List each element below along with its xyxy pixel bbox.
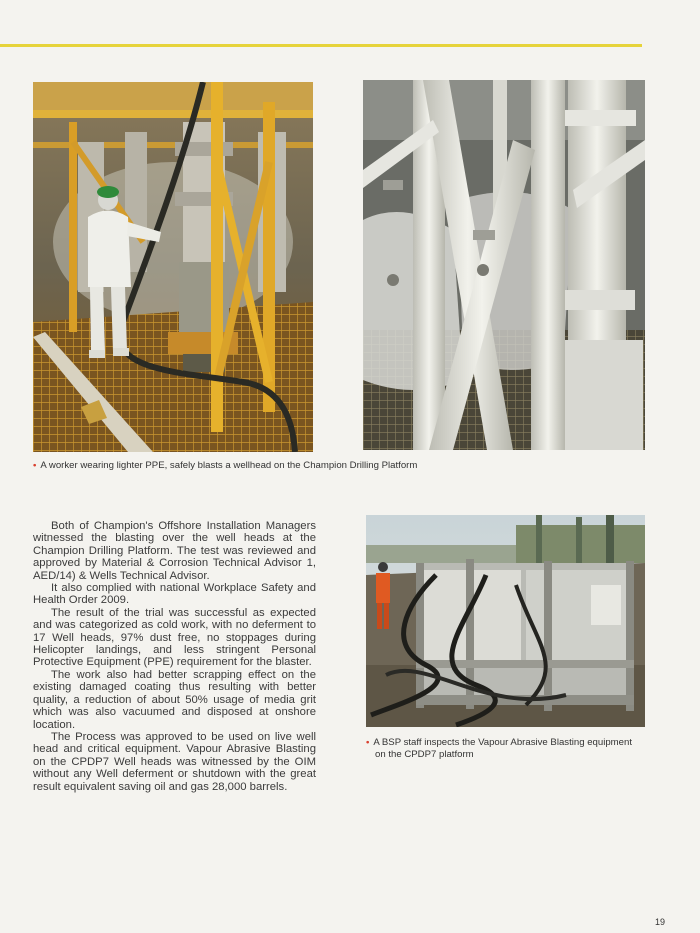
article-paragraph: The result of the trial was successful as expected and was categorized as cold work, with no deferment to 17 Well heads, 97% dust free, no stoppages during Helicopter landings, and less stringent Personal Protective Equipment (PPE) requirement for the blaster. [33,606,316,669]
article-body [33,520,316,793]
caption-right-line-2: on the CPDP7 platform [375,749,474,760]
photo-blasting-worker [33,82,313,452]
article-paragraph: It also complied with national Workplace Safety and Health Order 2009. [33,582,316,607]
caption-top [33,460,653,472]
caption-top-text: A worker wearing lighter PPE, safely blasts a wellhead on the Champion Drilling Platform [40,460,418,471]
photo-vapour-equipment [366,515,645,727]
wrapped-wellheads-illustration [363,80,645,450]
blasting-worker-illustration [33,82,313,452]
caption-right [366,737,666,761]
page-number: 19 [655,917,666,927]
article-paragraph: The work also had better scrapping effect on the existing damaged coating thus resulting with better quality, a reduction of about 50% usage of media grit which was also vacuumed and disposed at onshore location. [33,668,316,731]
caption-bullet: • [366,737,370,748]
caption-right-line-1: • A BSP staff inspects the Vapour Abrasive Blasting equipment [366,737,633,748]
article-paragraph: The Process was approved to be used on live well head and critical equipment. Vapour Abrasive Blasting on the CPDP7 Well heads was witnessed by the OIM without any Well deferment or shutdown with the great result equivalent saving oil and gas 28,000 barrels. [33,730,316,793]
vapour-equipment-illustration [366,515,645,727]
top-yellow-rule [0,44,642,47]
caption-bullet: • [33,460,37,471]
photo-wrapped-wellheads [363,80,645,450]
article-paragraph: Both of Champion's Offshore Installation Managers witnessed the blasting over the well heads at the Champion Drilling Platform. The test was reviewed and approved by Material & Corrosion Technical Advisor 1, AED/14) & Wells Technical Advisor. [33,520,316,582]
